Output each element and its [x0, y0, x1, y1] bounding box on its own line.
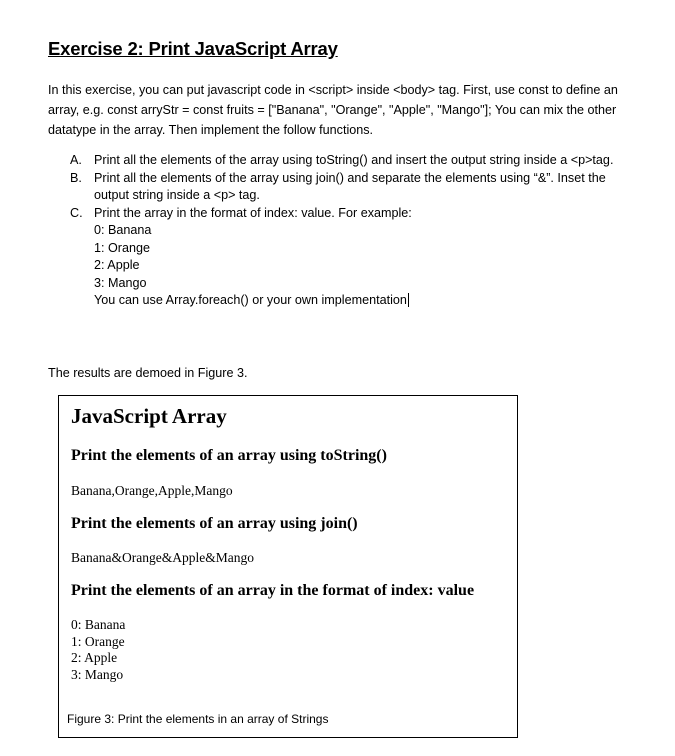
figure-caption: Figure 3: Print the elements in an array of Strings [67, 712, 329, 726]
figure-heading-tostring: Print the elements of an array using toString() [71, 447, 387, 464]
figure-line: 3: Mango [71, 666, 124, 682]
example-line: 0: Banana [94, 223, 152, 237]
task-text: Print all the elements of the array using join() and separate the elements using “&”. Inset the output string inside a <p> tag. [94, 170, 606, 202]
figure-line: 2: Apple [71, 650, 118, 665]
figure-title: JavaScript Array [71, 404, 227, 428]
task-text: Print the array in the format of index: value. For example: [94, 205, 412, 220]
task-item-b [70, 170, 630, 205]
task-marker: A. [70, 153, 82, 167]
figure-output-join: Banana&Orange&Apple&Mango [71, 550, 254, 565]
figure-output-tostring: Banana,Orange,Apple,Mango [71, 483, 233, 498]
figure-output-index [71, 617, 125, 683]
figure-3 [58, 395, 518, 738]
example-line: 1: Orange [94, 240, 151, 255]
task-text: Print all the elements of the array using toString() and insert the output string inside a <p>tag. [94, 153, 614, 167]
figure-heading-join: Print the elements of an array using join() [71, 515, 358, 532]
intro-paragraph: In this exercise, you can put javascript code in <script> inside <body> tag. First, use const to define an array, e.g. const arryStr = const fruits = ["Banana", "Orange", "Apple", "Mango"]; You can mix the other datatype in the array. Then implement the follow functions. [48, 83, 618, 137]
task-marker: B. [70, 170, 82, 185]
example-note[interactable] [70, 292, 630, 310]
example-line: 3: Mango [94, 275, 147, 290]
task-item-c [70, 205, 630, 223]
figure-line: 1: Orange [71, 633, 125, 649]
text-cursor: You can use Array.foreach() or your own implementation [94, 293, 407, 307]
results-text: The results are demoed in Figure 3. [48, 366, 248, 380]
example-line: 2: Apple [94, 258, 140, 272]
task-item-a [70, 152, 630, 170]
figure-heading-index: Print the elements of an array in the format of index: value [71, 582, 475, 599]
exercise-heading: Exercise 2: Print JavaScript Array [48, 38, 338, 59]
task-marker: C. [70, 205, 83, 220]
figure-line: 0: Banana [71, 617, 126, 632]
task-list [70, 152, 630, 310]
